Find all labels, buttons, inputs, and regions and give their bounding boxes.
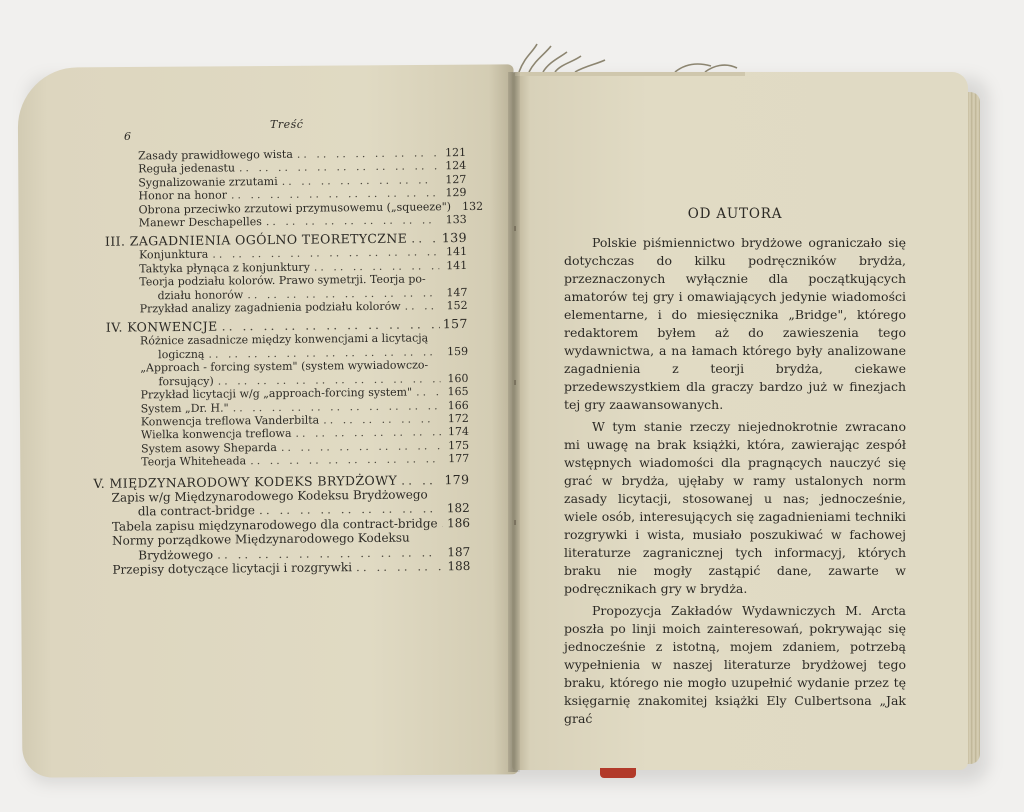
binding-stitch bbox=[514, 226, 516, 231]
toc-entry-title: Przykład analizy zagadnienia podziału kolorów bbox=[139, 299, 401, 316]
toc-entry bbox=[84, 299, 468, 316]
toc-entry-page: 182 bbox=[446, 500, 470, 516]
toc-entry-page: 147 bbox=[446, 285, 468, 299]
toc-entry-title: Tabela zapisu międzynarodowego dla contract-bridge bbox=[111, 515, 438, 534]
toc-entry-page: 152 bbox=[446, 299, 468, 313]
toc-entry-title: Konwencja treflowa Vanderbilta bbox=[140, 413, 320, 429]
toc-entry-title: System asowy Sheparda bbox=[141, 440, 277, 456]
toc-entry-page: 124 bbox=[445, 159, 467, 173]
toc-entry-title: Sygnalizowanie zrzutami bbox=[138, 174, 278, 190]
toc-entry-title: System „Dr. H." bbox=[140, 400, 229, 415]
toc-entry-title: Wielka konwencja treflowa bbox=[140, 427, 292, 442]
frayed-binding-threads bbox=[515, 42, 745, 76]
toc-entry-page: 121 bbox=[444, 145, 467, 160]
toc-entry-title: Przykład licytacji w/g „approach-forcing system" bbox=[140, 385, 413, 402]
toc-entry-title: IV. KONWENCJE bbox=[105, 319, 218, 336]
toc-entry-title: forsujący) bbox=[158, 374, 214, 388]
toc-entry-title: Obrona przeciwko zrzutowi przymusowemu („squeeze") bbox=[138, 199, 452, 217]
toc-entry-title: Manewr Deschapelles bbox=[138, 215, 262, 230]
bookmark-ribbon bbox=[600, 768, 636, 778]
toc-entry-page: 141 bbox=[446, 258, 468, 273]
preface-paragraph: Polskie piśmiennictwo brydżowe ograniczało się dotychczas do kilku podręczników brydża, przeznaczonych wyłącznie dla początkujących amatorów tej gry i omawiających jedynie wiadomości elementarne, i do miesięcznika „Bridge", którego redaktorem byłem aż do zawieszenia tego wydawnictwa, a na łamach którego były analizowane zagadnienia z teorji brydża, ciekawe przedewszystkiem dla graczy bardzo już w finezjach tej gry zaawansowanych. bbox=[564, 235, 906, 412]
dot-leader bbox=[266, 213, 439, 228]
binding-stitch bbox=[514, 520, 516, 525]
toc-entry-page: 127 bbox=[445, 172, 467, 187]
dot-leader bbox=[401, 472, 442, 487]
dot-leader bbox=[416, 385, 441, 399]
dot-leader bbox=[323, 412, 441, 427]
toc-entry-page: 188 bbox=[447, 558, 471, 574]
toc-entry-page: 165 bbox=[447, 385, 469, 399]
toc-entry-page: 129 bbox=[445, 186, 467, 200]
book-gutter bbox=[508, 72, 520, 772]
dot-leader bbox=[250, 452, 441, 467]
toc-entry-page: 132 bbox=[461, 199, 484, 213]
toc-entry-title: Teorja Whiteheada bbox=[141, 454, 247, 469]
toc-entry-page: 133 bbox=[445, 213, 467, 227]
binding-stitch bbox=[514, 380, 516, 385]
preface-paragraph: W tym stanie rzeczy niejednokrotnie zwracano mi uwagę na brak książki, która, zawierając zespół wstępnych wiadomości dla pragnących nauczyć się grać w brydża, ujęłaby w ramy ustalonych norm zasady licytacji, stosowanej u nas; jednocześnie, wiele osób, interesujących się zagadnieniami techniki rozgrywki i wista, musiało poszukiwać w fachowej literaturze zagranicznej tych informacyj, których braku nie mogły zastąpić dane, zawarte w podręcznikach gry w brydża. bbox=[564, 419, 906, 596]
preface-paragraph: Propozycja Zakładów Wydawniczych M. Arcta poszła po linji moich zainteresowań, pokrywając się jednocześnie z istotną, mojem zdaniem, potrzebą wypełnienia w naszej literaturze brydżowej tego braku, którego nie mogło uzupełnić wydanie przez tę księgarnię znakomitej książki Ely Culbertsona „Jak grać bbox=[564, 603, 906, 726]
toc-entry-title: Normy porządkowe Międzynarodowego Kodeksu bbox=[112, 530, 410, 548]
dot-leader bbox=[314, 259, 439, 274]
toc-entry-page: 160 bbox=[447, 371, 469, 385]
page-number: 6 bbox=[124, 130, 131, 143]
toc-entry-page: 186 bbox=[446, 515, 470, 530]
preface bbox=[564, 206, 906, 732]
dot-leader bbox=[356, 559, 443, 574]
toc-entry-page: 175 bbox=[448, 438, 470, 452]
toc-entry-page: 179 bbox=[444, 471, 470, 487]
toc-entry-title: Zasady prawidłowego wista bbox=[137, 147, 293, 163]
toc-entry-page: 139 bbox=[441, 230, 468, 246]
toc-entry-title: Zapis w/g Międzynarodowego Kodeksu Brydżowego bbox=[111, 486, 428, 505]
preface-heading: OD AUTORA bbox=[687, 206, 783, 222]
toc-entry-title: III. ZAGADNIENIA OGÓLNO TEORETYCZNE bbox=[104, 231, 408, 250]
toc-entry-title: działu honorów bbox=[157, 287, 244, 302]
dot-leader bbox=[411, 231, 439, 246]
dot-leader bbox=[405, 299, 440, 313]
toc-entry-title: „Approach - forcing system" (system wywiadowczo- bbox=[140, 358, 429, 375]
toc-entry-title: Taktyka płynąca z konjunktury bbox=[139, 260, 310, 276]
toc-entry-page: 172 bbox=[447, 411, 469, 426]
toc-entry-page: 166 bbox=[447, 398, 469, 412]
toc-entry-title: Teorja podziału kolorów. Prawo symetrji. Teorja po- bbox=[139, 272, 426, 289]
toc-entry-title: dla contract-bridge bbox=[137, 503, 256, 519]
toc-entry-page: 157 bbox=[442, 316, 468, 332]
toc-entry-title: Różnice zasadnicze między konwencjami a licytacją bbox=[139, 331, 429, 348]
toc-entry bbox=[83, 213, 467, 230]
toc-entry-title: V. MIĘDZYNARODOWY KODEKS BRYDŻOWY bbox=[93, 472, 398, 491]
toc-entry-title: Brydżowego bbox=[138, 547, 214, 562]
toc-entry-page: 159 bbox=[447, 344, 469, 359]
running-head: Treść bbox=[270, 118, 304, 131]
toc-entry-title: Konjunktura bbox=[139, 248, 209, 262]
toc-entry-title: logiczną bbox=[158, 347, 205, 362]
toc-entry-title: Reguła jedenastu bbox=[138, 161, 236, 176]
toc-entry-title: Honor na honor bbox=[138, 188, 228, 203]
toc-entry-page: 177 bbox=[448, 452, 470, 466]
toc-entry-page: 141 bbox=[446, 245, 468, 259]
toc-entry-page: 174 bbox=[447, 425, 470, 439]
table-of-contents bbox=[82, 145, 484, 578]
toc-entry bbox=[85, 452, 469, 469]
toc-entry-title: Przepisy dotyczące licytacji i rozgrywki bbox=[112, 560, 353, 577]
toc-entry-page: 187 bbox=[447, 544, 471, 559]
